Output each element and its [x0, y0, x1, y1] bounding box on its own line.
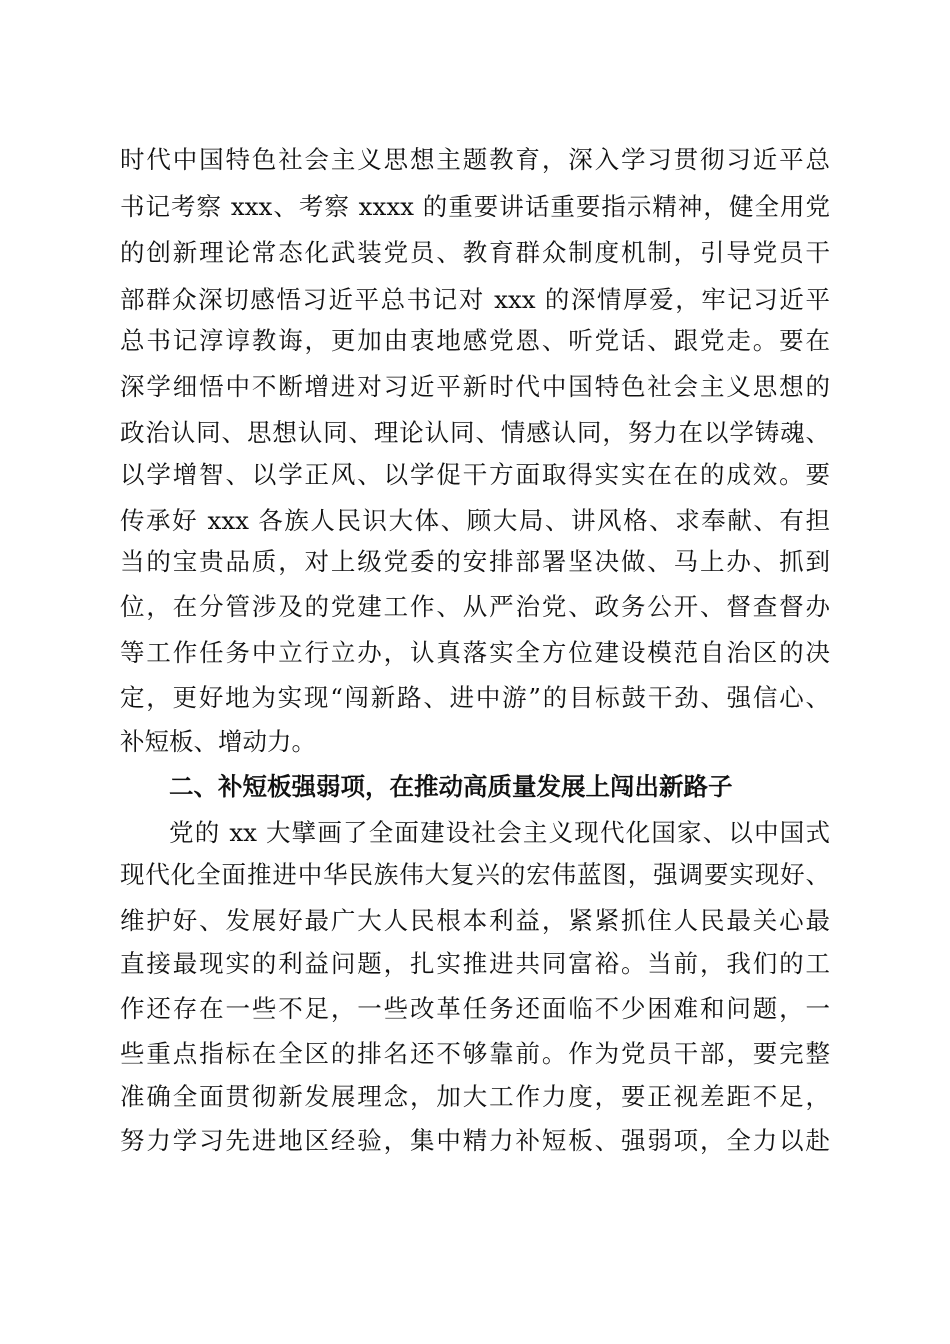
text-line: 努力学习先进地区经验，集中精力补短板、强弱项，全力以赴	[120, 1126, 830, 1155]
text-line: 深学细悟中不断增进对习近平新时代中国特色社会主义思想的	[120, 372, 830, 401]
text-line: 定，更好地为实现“闯新路、进中游”的目标鼓干劲、强信心、	[120, 683, 830, 712]
text-line: 准确全面贯彻新发展理念，加大工作力度，要正视差距不足，	[120, 1082, 830, 1111]
text-line: 维护好、发展好最广大人民根本利益，紧紧抓住人民最关心最	[120, 906, 830, 935]
text-line: 总书记淳谆教诲，更加由衷地感党恩、听党话、跟党走。要在	[120, 326, 830, 355]
text-line: 时代中国特色社会主义思想主题教育，深入学习贯彻习近平总	[120, 145, 830, 174]
text-line: 以学增智、以学正风、以学促干方面取得实实在在的成效。要	[120, 460, 830, 489]
section-heading: 二、补短板强弱项，在推动高质量发展上闯出新路子	[169, 772, 733, 801]
text-line: 作还存在一些不足，一些改革任务还面临不少困难和问题，一	[120, 994, 830, 1023]
text-line: 位，在分管涉及的党建工作、从严治党、政务公开、督查督办	[120, 592, 830, 621]
text-line: 补短板、增动力。	[120, 727, 316, 756]
text-line: 些重点指标在全区的排名还不够靠前。作为党员干部，要完整	[120, 1039, 830, 1068]
text-line: 当的宝贵品质，对上级党委的安排部署坚决做、马上办、抓到	[120, 547, 830, 576]
text-line: 政治认同、思想认同、理论认同、情感认同，努力在以学铸魂、	[120, 418, 830, 447]
text-line: 直接最现实的利益问题，扎实推进共同富裕。当前，我们的工	[120, 949, 830, 978]
text-line: 传承好 xxx 各族人民识大体、顾大局、讲风格、求奉献、有担	[120, 506, 830, 535]
text-line: 部群众深切感悟习近平总书记对 xxx 的深情厚爱，牢记习近平	[120, 285, 830, 314]
text-line: 等工作任务中立行立办，认真落实全方位建设模范自治区的决	[120, 638, 830, 667]
text-line: 书记考察 xxx、考察 xxxx 的重要讲话重要指示精神，健全用党	[120, 192, 830, 221]
text-line: 的创新理论常态化武装党员、教育群众制度机制，引导党员干	[120, 238, 830, 267]
text-line: 现代化全面推进中华民族伟大复兴的宏伟蓝图，强调要实现好、	[120, 860, 830, 889]
text-line: 党的 xx 大擘画了全面建设社会主义现代化国家、以中国式	[169, 818, 830, 847]
